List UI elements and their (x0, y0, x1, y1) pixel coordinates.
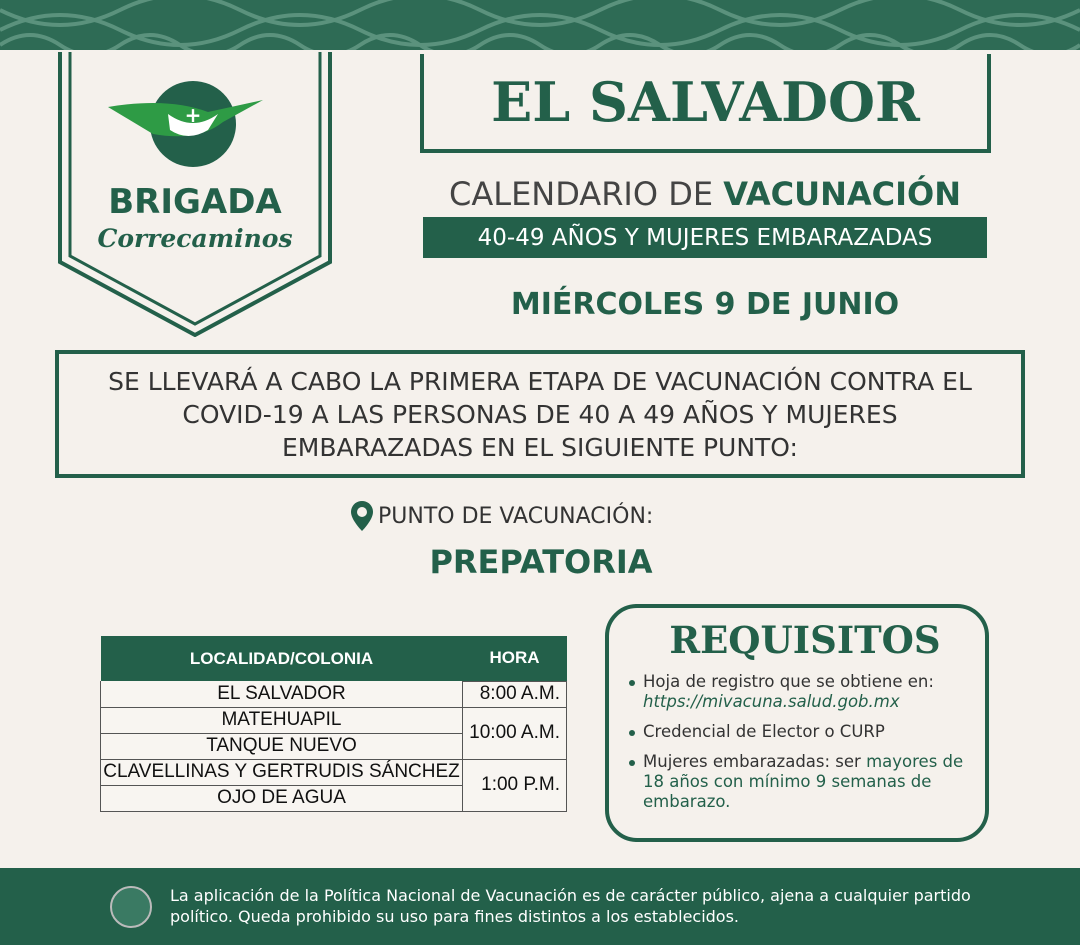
requirement-text: Mujeres embarazadas: ser (643, 752, 867, 771)
table-cell-locality: EL SALVADOR (101, 681, 463, 707)
government-seal-icon (110, 886, 152, 928)
footer-disclaimer: La aplicación de la Política Nacional de Vacunación es de carácter público, ajena a cualquier partido político. Queda prohibido su uso para fines distintos a los establecidos. (170, 886, 971, 926)
calendar-emphasis: VACUNACIÓN (723, 175, 961, 213)
age-group-ribbon: 40-49 AÑOS Y MUJERES EMBARAZADAS (423, 217, 987, 258)
table-cell-locality: OJO DE AGUA (101, 785, 463, 811)
location-pin-icon (350, 500, 374, 532)
requirement-highlight: mayores de 18 años con mínimo 9 semanas de embarazo. (643, 752, 964, 811)
badge-brigada: BRIGADA (108, 182, 282, 222)
schedule-table (100, 636, 567, 812)
table-cell-time: 10:00 A.M. (463, 707, 567, 759)
footer (0, 868, 1080, 945)
svg-text:+: + (184, 103, 202, 127)
table-cell-locality: TANQUE NUEVO (101, 733, 463, 759)
requirement-item: Credencial de Elector o CURP (629, 722, 965, 742)
requirements-box (605, 604, 989, 842)
calendar-heading (420, 175, 990, 213)
table-cell-time: 1:00 P.M. (463, 759, 567, 811)
event-date: MIÉRCOLES 9 DE JUNIO (510, 287, 900, 322)
page-title: EL SALVADOR (420, 54, 991, 153)
requirements-title: REQUISITOS (669, 618, 941, 662)
notice-box: SE LLEVARÁ A CABO LA PRIMERA ETAPA DE VACUNACIÓN CONTRA EL COVID-19 A LAS PERSONAS DE 40 A 49 AÑOS Y MUJERES EMBARAZADAS EN EL SIGUIENTE PUNTO: (55, 350, 1025, 478)
table-cell-time: 8:00 A.M. (463, 681, 567, 707)
requirement-text: Hoja de registro que se obtiene en: (643, 672, 934, 691)
header-locality: LOCALIDAD/COLONIA (101, 636, 463, 681)
table-cell-locality: MATEHUAPIL (101, 707, 463, 733)
vaccination-point-name: PREPATORIA (429, 543, 653, 581)
calendar-prefix: CALENDARIO DE (449, 175, 724, 213)
decorative-pattern-band (0, 0, 1080, 50)
header-time: HORA (463, 636, 567, 681)
badge-correcaminos: Correcaminos (97, 224, 293, 253)
requirement-item (629, 752, 965, 812)
table-cell-locality: CLAVELLINAS Y GERTRUDIS SÁNCHEZ (101, 759, 463, 785)
vaccination-point-label (350, 500, 653, 532)
point-label-text: PUNTO DE VACUNACIÓN: (378, 503, 654, 529)
requirement-item (629, 672, 965, 712)
registration-link[interactable]: https://mivacuna.salud.gob.mx (643, 692, 900, 711)
